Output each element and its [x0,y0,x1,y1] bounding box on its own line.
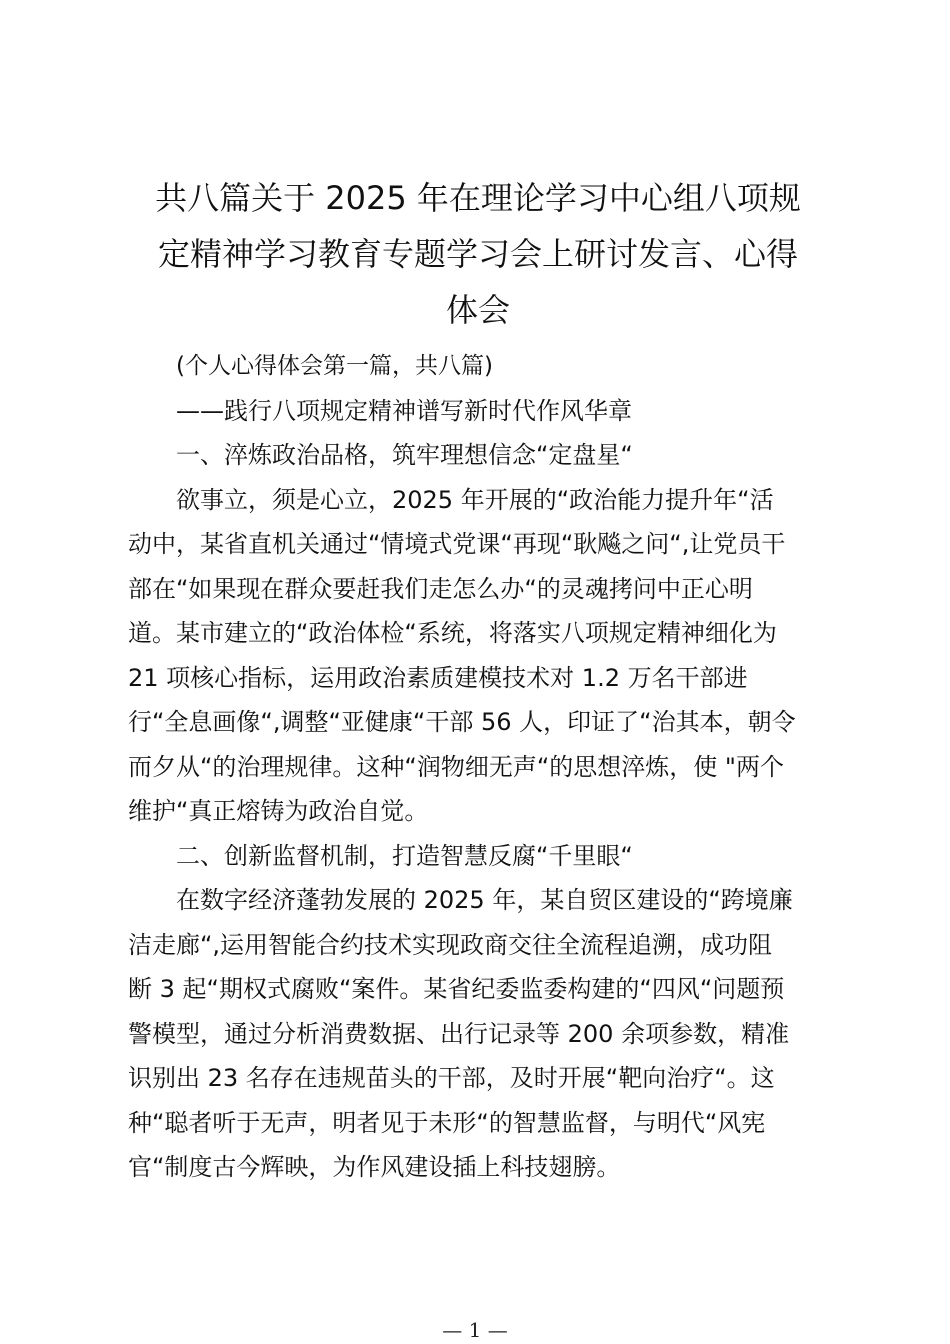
paragraph-line: 种“聪者听于无声，明者见于未形“的智慧监督，与明代“风宪 [128,1108,766,1137]
section-heading: 二、创新监督机制，打造智慧反腐“千里眼“ [176,841,633,870]
section-paragraph [128,878,828,1190]
paragraph-line: 洁走廊“,运用智能合约技术实现政商交往全流程追溯，成功阻 [128,930,773,959]
paragraph-line: 而夕从“的治理规律。这种“润物细无声“的思想淬炼，使 "两个 [128,752,784,781]
paragraph-line: 道。某市建立的“政治体检“系统，将落实八项规定精神细化为 [128,619,777,647]
paragraph-line: 识别出 23 名存在违规苗头的干部，及时开展“靶向治疗“。这 [128,1064,775,1092]
section-heading: 一、淬炼政治品格，筑牢理想信念“定盘星“ [176,441,633,469]
paragraph-line: 21 项核心指标，运用政治素质建模技术对 1.2 万名干部进 [128,663,748,692]
document-page [128,170,828,1190]
paragraph-line: 维护“真正熔铸为政治自觉。 [128,797,429,825]
paragraph-line: 行“全息画像“,调整“亚健康“干部 56 人，印证了“治其本，朝令 [128,708,796,736]
paragraph-line: 部在“如果现在群众要赶我们走怎么办“的灵魂拷问中正心明 [128,574,753,603]
paragraph-line: 断 3 起“期权式腐败“案件。某省纪委监委构建的“四风“问题预 [128,975,785,1003]
paragraph-line: 官“制度古今辉映，为作风建设插上科技翅膀。 [128,1153,621,1181]
title-line: 定精神学习教育专题学习会上研讨发言、心得 [157,235,798,273]
paragraph-line: 动中，某省直机关通过“情境式党课“再现“耿飚之问“,让党员干 [128,530,786,558]
paragraph-line: 警模型，通过分析消费数据、出行记录等 200 余项参数，精准 [128,1019,790,1048]
title-line: 体会 [445,291,510,329]
document-title [128,170,828,338]
paragraph-line: 在数字经济蓬勃发展的 2025 年，某自贸区建设的“跨境廉 [176,886,793,914]
section-paragraph [128,478,828,834]
document-theme: ——践行八项规定精神谱写新时代作风华章 [176,396,632,425]
page-number: — 1 — [442,1318,508,1342]
paragraph-line: 欲事立，须是心立，2025 年开展的“政治能力提升年“活 [176,485,774,514]
document-subtitle: (个人心得体会第一篇，共八篇) [176,353,493,379]
title-line: 共八篇关于 2025 年在理论学习中心组八项规 [155,179,801,217]
